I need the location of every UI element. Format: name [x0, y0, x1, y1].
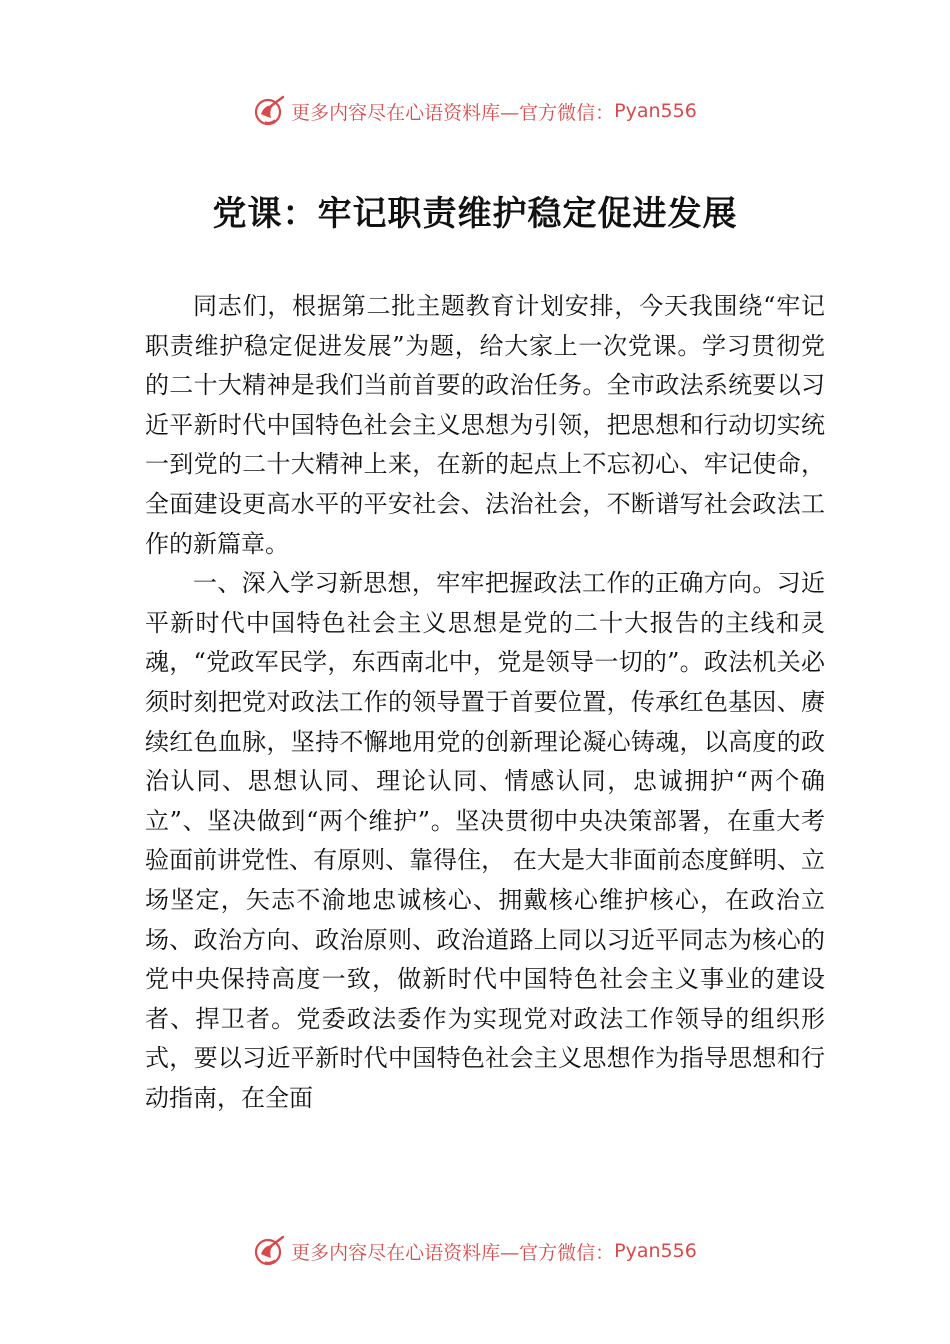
- banner-text: 更多内容尽在心语资料库—官方微信：: [291, 101, 615, 124]
- banner-text: 更多内容尽在心语资料库—官方微信：: [291, 1241, 615, 1264]
- document-body: [145, 287, 825, 1118]
- wechat-id: Pyan556: [614, 1240, 697, 1262]
- body-paragraph: 一、深入学习新思想，牢牢把握政法工作的正确方向。习近平新时代中国特色社会主义思想是党的二十大报告的主线和灵魂，“党政军民学，东西南北中，党是领导一切的”。政法机关必须时刻把党对政法工作的领导置于首要位置，传承红色基因、赓续红色血脉，坚持不懈地用党的创新理论凝心铸魂，以高度的政治认同、思想认同、理论认同、情感认同，忠诚拥护“两个确立”、坚决做到“两个维护”。坚决贯彻中央决策部署，在重大考验面前讲党性、有原则、靠得住， 在大是大非面前态度鲜明、立场坚定，矢志不渝地忠诚核心、拥戴核心维护核心，在政治立场、政治方向、政治原则、政治道路上同以习近平同志为核心的党中央保持高度一致，做新时代中国特色社会主义事业的建设者、捍卫者。党委政法委作为实现党对政法工作领导的组织形式，要以习近平新时代中国特色社会主义思想作为指导思想和行动指南，在全面: [145, 569, 825, 1112]
- footer-watermark-banner: [0, 1234, 950, 1268]
- document-title: 党课：牢记职责维护稳定促进发展: [212, 194, 738, 234]
- flower-logo-icon: [253, 94, 287, 128]
- body-paragraph: 同志们，根据第二批主题教育计划安排，今天我围绕“牢记职责维护稳定促进发展”为题，给大家上一次党课。学习贯彻党的二十大精神是我们当前首要的政治任务。全市政法系统要以习近平新时代中国特色社会主义思想为引领，把思想和行动切实统一到党的二十大精神上来，在新的起点上不忘初心、牢记使命，全面建设更高水平的平安社会、法治社会，不断谱写社会政法工作的新篇章。: [145, 292, 825, 558]
- wechat-id: Pyan556: [614, 100, 697, 122]
- header-watermark-banner: [0, 94, 950, 128]
- flower-logo-icon: [253, 1234, 287, 1268]
